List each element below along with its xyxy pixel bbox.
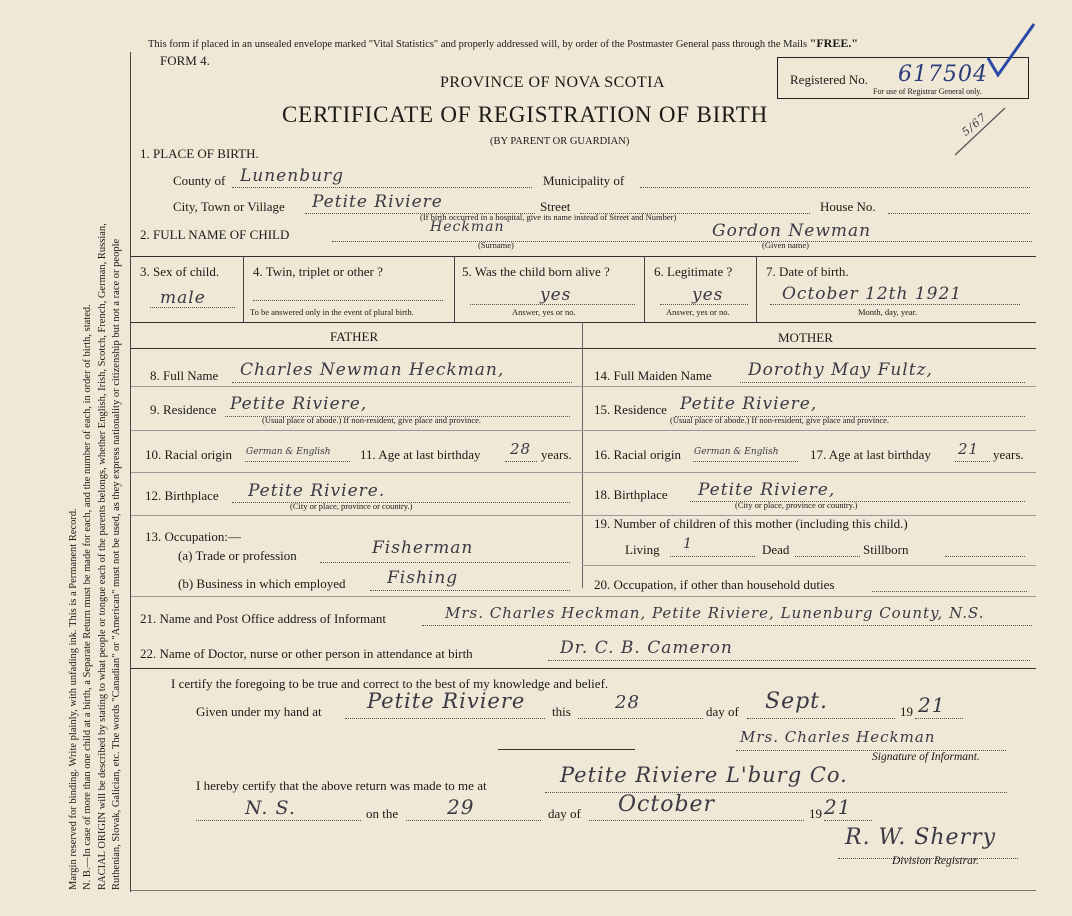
registrar-signature-label: Division Registrar. [892,855,979,867]
doctor-value: Dr. C. B. Cameron [560,638,733,658]
father-racial-value: German & English [246,447,331,457]
twin-label: 4. Twin, triplet or other ? [253,264,383,279]
registered-number: 617504 [898,62,988,87]
twin-note: To be answered only in the event of plural birth. [250,307,414,317]
father-years-label: years. [541,447,572,462]
child-name-label: 2. FULL NAME OF CHILD [140,227,290,242]
place-of-birth-label: 1. PLACE OF BIRTH. [140,146,259,161]
given-under-label: Given under my hand at [196,704,322,719]
registrar-text: I hereby certify that the above return was made to me at [196,778,487,793]
margin-note-1: Margin reserved for binding. Write plainly, with unfading ink. This is a Permanent Record. [68,508,79,890]
alive-value: yes [540,285,572,305]
informant-value: Mrs. Charles Heckman, Petite Riviere, Lunenburg County, N.S. [445,604,985,622]
given-place-value: Petite Riviere [367,689,526,713]
father-trade-label: (a) Trade or profession [178,548,297,563]
informant-label: 21. Name and Post Office address of Informant [140,611,386,626]
registrar-day-of-label: day of [548,806,581,821]
street-label: Street [540,199,571,214]
registrar-place-value: Petite Riviere L'burg Co. [560,763,848,787]
certify-day-value: 28 [615,692,640,713]
father-age-value: 28 [510,440,532,458]
registrar-place-value-2: N. S. [245,797,296,819]
date-label: 7. Date of birth. [766,264,849,279]
father-birthplace-value: Petite Riviere. [248,481,386,501]
stillborn-label: Stillborn [863,542,909,557]
father-name-value: Charles Newman Heckman, [240,360,505,380]
father-business-value: Fishing [387,568,459,588]
mother-name-label: 14. Full Maiden Name [594,368,712,383]
mother-residence-label: 15. Residence [594,402,667,417]
mother-birthplace-value: Petite Riviere, [698,480,836,500]
registrar-year-prefix: 19 [809,806,822,821]
date-value: October 12th 1921 [782,284,963,304]
father-business-label: (b) Business in which employed [178,576,346,591]
this-label: this [552,704,571,719]
certify-year-prefix: 19 [900,704,913,719]
registrar-on-the-label: on the [366,806,399,821]
father-occupation-label: 13. Occupation:— [145,529,242,544]
certify-year-value: 21 [918,693,946,717]
hospital-note: (If birth occurred in a hospital, give its name instead of Street and Number) [420,212,677,222]
registrar-signature: R. W. Sherry [845,825,997,850]
certify-month-value: Sept. [765,689,829,714]
mother-racial-value: German & English [694,447,779,457]
father-racial-label: 10. Racial origin [145,447,233,462]
registrar-day-value: 29 [447,795,475,819]
province-title: PROVINCE OF NOVA SCOTIA [440,74,666,91]
date-note: Month, day, year. [858,307,918,317]
corner-mark: 5/67 [959,110,990,139]
house-label: House No. [820,199,876,214]
mother-occupation-label: 20. Occupation, if other than household duties [594,577,835,592]
margin-note-2: N. B.—In case of more than one child at a birth, a Separate Return must be made for each, and the number of each, in order of birth, stated. [82,304,93,890]
registered-label: Registered No. [790,72,868,87]
mother-children-label: 19. Number of children of this mother (including this child.) [594,516,908,531]
sex-label: 3. Sex of child. [140,264,220,279]
mail-notice: This form if placed in an unsealed envelope marked "Vital Statistics" and properly addressed will, by order of the Postmaster General pass through the Mails [148,39,808,50]
alive-label: 5. Was the child born alive ? [462,264,610,279]
informant-signature-label: Signature of Informant. [872,751,980,763]
mother-age-value: 21 [958,440,980,458]
given-note: (Given name) [762,240,809,250]
surname-note: (Surname) [478,240,514,250]
form-number: FORM 4. [160,53,210,68]
informant-signature: Mrs. Charles Heckman [740,728,936,746]
sex-value: male [160,288,206,308]
alive-note: Answer, yes or no. [512,307,576,317]
mother-age-label: 17. Age at last birthday [810,447,931,462]
living-label: Living [625,542,660,557]
city-label: City, Town or Village [173,199,285,214]
certify-day-of-label: day of [706,704,739,719]
margin-note-3: RACIAL ORIGIN will be described by stating to what people or tongue each of the parents belongs, whether English, Irish, Scotch, French, German, Russian, [97,223,108,890]
county-label: County of [173,173,226,188]
municipality-label: Municipality of [543,173,625,188]
legitimate-note: Answer, yes or no. [666,307,730,317]
father-residence-note: (Usual place of abode.) If non-resident, give place and province. [262,415,482,425]
registrar-year-value: 21 [824,795,852,819]
mother-name-value: Dorothy May Fultz, [748,360,933,380]
mother-residence-value: Petite Riviere, [680,394,818,414]
free-label: "FREE." [809,36,859,50]
county-value: Lunenburg [240,166,345,186]
mother-birthplace-note: (City or place, province or country.) [735,500,858,510]
legitimate-label: 6. Legitimate ? [654,264,733,279]
margin-note-4: Ruthenian, Slovak, Galician, etc. The words "Canadian" or "American" must not be used, as they express nationality or citizenship but not a race or people [111,238,122,890]
certify-text: I certify the foregoing to be true and correct to the best of my knowledge and belief. [171,676,609,691]
city-value: Petite Riviere [312,192,443,212]
father-heading: FATHER [330,329,379,344]
father-age-label: 11. Age at last birthday [360,447,481,462]
certificate-title: CERTIFICATE OF REGISTRATION OF BIRTH [282,102,769,127]
certificate-subtitle: (BY PARENT OR GUARDIAN) [490,136,630,147]
father-name-label: 8. Full Name [150,368,219,383]
dead-label: Dead [762,542,790,557]
father-residence-label: 9. Residence [150,402,217,417]
father-birthplace-label: 12. Birthplace [145,488,219,503]
registrar-month-value: October [618,792,716,817]
mother-birthplace-label: 18. Birthplace [594,487,668,502]
living-value: 1 [683,536,693,552]
mother-years-label: years. [993,447,1024,462]
father-trade-value: Fisherman [372,538,474,558]
mother-racial-label: 16. Racial origin [594,447,682,462]
check-mark-icon [950,20,1040,160]
doctor-label: 22. Name of Doctor, nurse or other person in attendance at birth [140,646,473,661]
mother-heading: MOTHER [778,330,833,345]
mother-residence-note: (Usual place of abode.) If non-resident, give place and province. [670,415,890,425]
registered-note: For use of Registrar General only. [873,87,982,96]
father-residence-value: Petite Riviere, [230,394,368,414]
child-given-name: Gordon Newman [712,221,872,241]
father-birthplace-note: (City or place, province or country.) [290,501,413,511]
child-surname: Heckman [430,219,505,235]
legitimate-value: yes [692,285,724,305]
